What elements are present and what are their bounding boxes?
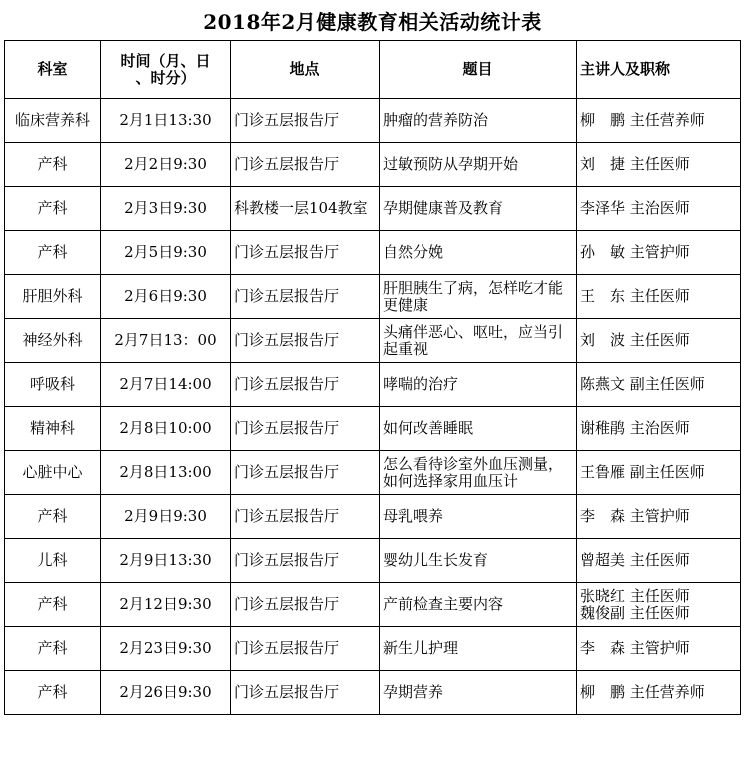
- cell-speaker: [577, 495, 741, 539]
- cell-place: 门诊五层报告厅: [231, 143, 380, 187]
- cell-topic: 新生儿护理: [380, 627, 577, 671]
- table-row: [5, 495, 741, 539]
- cell-time: 2月8日13:00: [101, 451, 231, 495]
- table-row: [5, 143, 741, 187]
- cell-topic: 如何改善睡眠: [380, 407, 577, 451]
- cell-speaker: [577, 407, 741, 451]
- cell-place: 门诊五层报告厅: [231, 99, 380, 143]
- cell-dept: 产科: [5, 627, 101, 671]
- cell-place: 门诊五层报告厅: [231, 671, 380, 715]
- cell-place: 门诊五层报告厅: [231, 451, 380, 495]
- table-row: [5, 539, 741, 583]
- table-row: [5, 187, 741, 231]
- cell-topic: 自然分娩: [380, 231, 577, 275]
- cell-speaker: [577, 143, 741, 187]
- cell-place: 门诊五层报告厅: [231, 363, 380, 407]
- table-row: [5, 231, 741, 275]
- table-row: [5, 451, 741, 495]
- cell-speaker: [577, 319, 741, 363]
- cell-topic: 产前检查主要内容: [380, 583, 577, 627]
- cell-place: 门诊五层报告厅: [231, 495, 380, 539]
- cell-speaker: [577, 231, 741, 275]
- cell-topic: 孕期健康普及教育: [380, 187, 577, 231]
- speaker-name: 王 东 主任医师: [580, 287, 690, 305]
- speaker-name: 刘 捷 主任医师: [580, 155, 690, 173]
- cell-place: 门诊五层报告厅: [231, 275, 380, 319]
- cell-dept: 临床营养科: [5, 99, 101, 143]
- header-time: [101, 41, 231, 99]
- cell-time: 2月1日13:30: [101, 99, 231, 143]
- cell-dept: 产科: [5, 671, 101, 715]
- cell-time: 2月12日9:30: [101, 583, 231, 627]
- table-row: [5, 319, 741, 363]
- cell-time: 2月5日9:30: [101, 231, 231, 275]
- cell-time: 2月7日14:00: [101, 363, 231, 407]
- cell-topic: 过敏预防从孕期开始: [380, 143, 577, 187]
- header-time-line1: 时间（月、日: [120, 51, 211, 70]
- cell-dept: 神经外科: [5, 319, 101, 363]
- cell-speaker: [577, 275, 741, 319]
- cell-dept: 肝胆外科: [5, 275, 101, 319]
- cell-time: 2月3日9:30: [101, 187, 231, 231]
- cell-time: 2月9日13:30: [101, 539, 231, 583]
- cell-speaker: [577, 363, 741, 407]
- header-time-line2: 、时分）: [135, 68, 196, 87]
- table-row: [5, 671, 741, 715]
- header-place: 地点: [231, 41, 380, 99]
- cell-place: 门诊五层报告厅: [231, 319, 380, 363]
- cell-topic: 肝胆胰生了病，怎样吃才能更健康: [380, 275, 577, 319]
- speaker-name: 曾超美 主任医师: [580, 551, 690, 569]
- cell-dept: 产科: [5, 231, 101, 275]
- table-row: [5, 363, 741, 407]
- speaker-name: 孙 敏 主管护师: [580, 243, 690, 261]
- cell-topic: 母乳喂养: [380, 495, 577, 539]
- header-row: [5, 41, 741, 99]
- cell-speaker: [577, 583, 741, 627]
- cell-place: 科教楼一层104教室: [231, 187, 380, 231]
- cell-time: 2月8日10:00: [101, 407, 231, 451]
- cell-time: 2月7日13：00: [101, 319, 231, 363]
- speaker-name: 刘 波 主任医师: [580, 331, 690, 349]
- header-dept: 科室: [5, 41, 101, 99]
- cell-speaker: [577, 99, 741, 143]
- cell-topic: 肿瘤的营养防治: [380, 99, 577, 143]
- header-speaker: 主讲人及职称: [577, 41, 741, 99]
- table-body: [5, 99, 741, 715]
- cell-topic: 婴幼儿生长发育: [380, 539, 577, 583]
- cell-speaker: [577, 627, 741, 671]
- cell-time: 2月9日9:30: [101, 495, 231, 539]
- speaker-name: 柳 鹏 主任营养师: [580, 111, 705, 129]
- cell-dept: 产科: [5, 187, 101, 231]
- speaker-name: 陈燕文 副主任医师: [580, 375, 705, 393]
- speaker-name: 魏俊副 主任医师: [580, 603, 690, 622]
- cell-place: 门诊五层报告厅: [231, 231, 380, 275]
- speaker-name: 王鲁雁 副主任医师: [580, 463, 705, 481]
- table-row: [5, 407, 741, 451]
- cell-speaker: [577, 671, 741, 715]
- table-row: [5, 583, 741, 627]
- activity-table: [4, 40, 741, 715]
- cell-speaker: [577, 451, 741, 495]
- table-row: [5, 275, 741, 319]
- speaker-name: 李 森 主管护师: [580, 639, 690, 657]
- cell-place: 门诊五层报告厅: [231, 539, 380, 583]
- cell-speaker: [577, 187, 741, 231]
- cell-time: 2月6日9:30: [101, 275, 231, 319]
- cell-dept: 呼吸科: [5, 363, 101, 407]
- speaker-name: 谢稚鹃 主治医师: [580, 419, 690, 437]
- cell-dept: 产科: [5, 143, 101, 187]
- speaker-name: 柳 鹏 主任营养师: [580, 683, 705, 701]
- cell-topic: 孕期营养: [380, 671, 577, 715]
- speaker-name: 李 森 主管护师: [580, 507, 690, 525]
- cell-place: 门诊五层报告厅: [231, 583, 380, 627]
- speaker-name: 张晓红 主任医师: [580, 586, 690, 605]
- cell-time: 2月2日9:30: [101, 143, 231, 187]
- cell-speaker: [577, 539, 741, 583]
- cell-dept: 心脏中心: [5, 451, 101, 495]
- cell-dept: 产科: [5, 583, 101, 627]
- cell-place: 门诊五层报告厅: [231, 407, 380, 451]
- header-topic: 题目: [380, 41, 577, 99]
- table-row: [5, 627, 741, 671]
- page-title: 2018年2月健康教育相关活动统计表: [203, 10, 542, 34]
- cell-topic: 哮喘的治疗: [380, 363, 577, 407]
- cell-topic: 头痛伴恶心、呕吐，应当引起重视: [380, 319, 577, 363]
- cell-place: 门诊五层报告厅: [231, 627, 380, 671]
- cell-time: 2月23日9:30: [101, 627, 231, 671]
- cell-time: 2月26日9:30: [101, 671, 231, 715]
- cell-dept: 产科: [5, 495, 101, 539]
- table-row: [5, 99, 741, 143]
- speaker-name: 李泽华 主治医师: [580, 199, 690, 217]
- cell-dept: 儿科: [5, 539, 101, 583]
- cell-dept: 精神科: [5, 407, 101, 451]
- cell-topic: 怎么看待诊室外血压测量，如何选择家用血压计: [380, 451, 577, 495]
